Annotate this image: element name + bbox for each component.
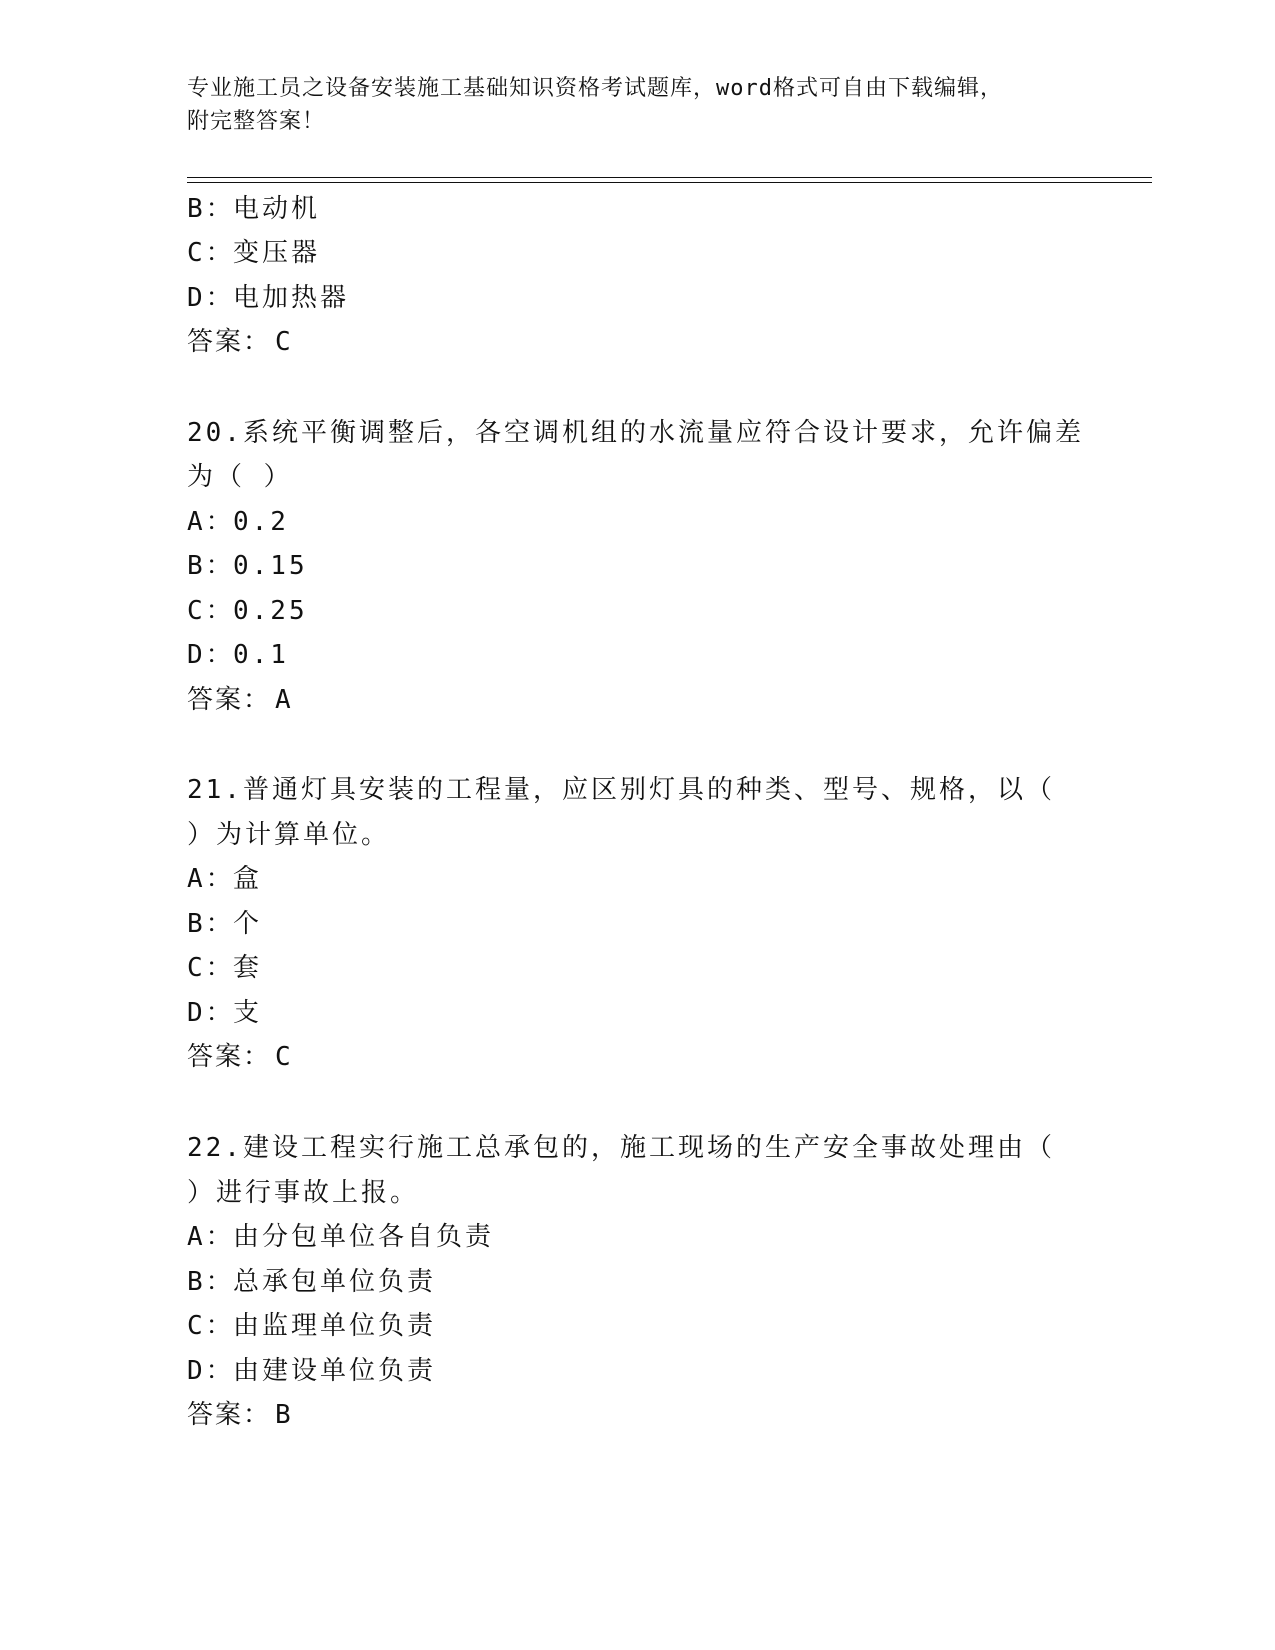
question-21-option-a: A：盒 <box>187 864 263 894</box>
question-21-stem-line-1: 21.普通灯具安装的工程量，应区别灯具的种类、型号、规格，以（ <box>187 775 1055 805</box>
question-21-option-d: D：支 <box>187 998 263 1028</box>
question-21-option-c: C：套 <box>187 953 263 983</box>
question-22-option-b: B：总承包单位负责 <box>187 1267 437 1297</box>
question-20-option-d: D：0.1 <box>187 640 289 670</box>
answer-line: 答案： C <box>187 327 292 357</box>
option-d: D：电加热器 <box>187 283 350 313</box>
document-header <box>187 72 1087 138</box>
question-21-stem-line-2: ）为计算单位。 <box>187 820 391 850</box>
header-divider-bottom <box>187 182 1152 183</box>
header-line-1: 专业施工员之设备安装施工基础知识资格考试题库，word格式可自由下载编辑， <box>187 76 1003 101</box>
question-20-option-a: A：0.2 <box>187 507 289 537</box>
question-20-stem-line-2: 为（ ） <box>187 462 293 492</box>
question-22-stem-line-2: ）进行事故上报。 <box>187 1178 420 1208</box>
question-22-option-c: C：由监理单位负责 <box>187 1311 437 1341</box>
question-22-answer: 答案： B <box>187 1400 292 1430</box>
question-22-option-a: A：由分包单位各自负责 <box>187 1222 495 1252</box>
question-20-option-b: B：0.15 <box>187 551 308 581</box>
header-divider-top <box>187 177 1152 178</box>
question-22-stem-line-1: 22.建设工程实行施工总承包的，施工现场的生产安全事故处理由（ <box>187 1133 1055 1163</box>
question-20-stem-line-1: 20.系统平衡调整后，各空调机组的水流量应符合设计要求，允许偏差 <box>187 418 1084 448</box>
header-line-2: 附完整答案！ <box>187 109 326 134</box>
question-21-option-b: B：个 <box>187 909 263 939</box>
question-20-answer: 答案： A <box>187 685 292 715</box>
question-22-option-d: D：由建设单位负责 <box>187 1356 437 1386</box>
option-b: B：电动机 <box>187 194 321 224</box>
question-20-option-c: C：0.25 <box>187 596 308 626</box>
option-c: C：变压器 <box>187 238 321 268</box>
question-21-answer: 答案： C <box>187 1042 292 1072</box>
